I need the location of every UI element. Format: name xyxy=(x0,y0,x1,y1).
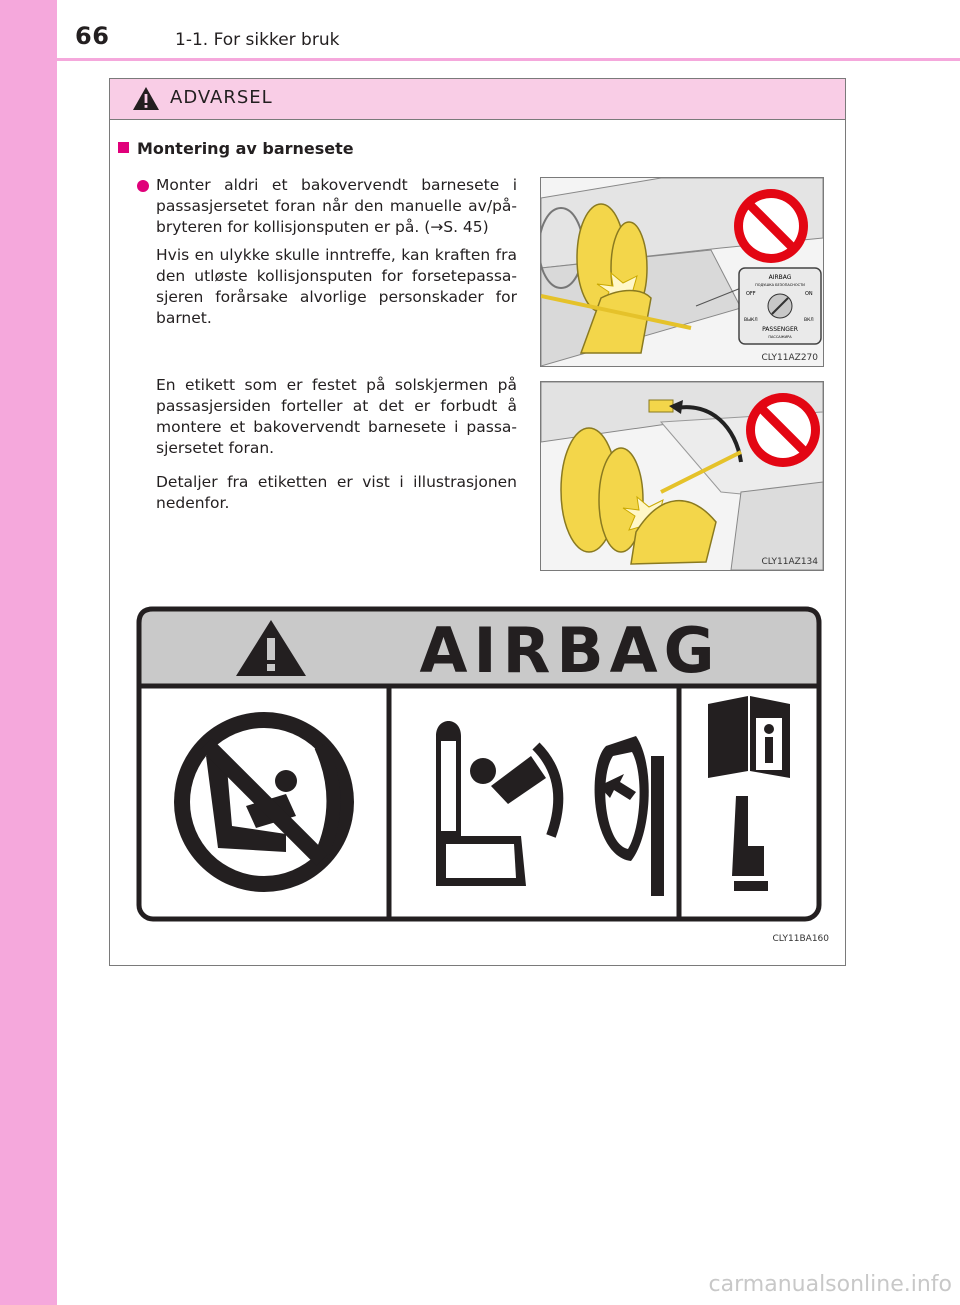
warning-header xyxy=(110,79,845,120)
round-bullet-icon xyxy=(137,180,149,192)
square-bullet-icon xyxy=(118,142,129,153)
warning-box xyxy=(109,78,846,966)
subheading xyxy=(118,139,354,158)
warning-title: ADVARSEL xyxy=(170,87,273,108)
child-seat-drawing xyxy=(541,382,823,570)
illustration-code: CLY11AZ134 xyxy=(761,557,818,567)
label-code: CLY11BA160 xyxy=(772,934,829,944)
switch-subtitle: ПОДУШКА БЕЗОПАСНОСТИ xyxy=(755,283,805,287)
switch-title: AIRBAG xyxy=(768,274,792,281)
switch-on-ru-label: ВКЛ xyxy=(804,318,814,323)
car-interior-drawing xyxy=(541,178,823,366)
no-rear-facing-seat-icon xyxy=(174,712,354,892)
switch-off-ru-label: ВЫКЛ xyxy=(744,318,758,323)
illustration-airbag-switch xyxy=(540,177,824,367)
airbag-warning-label xyxy=(136,606,822,922)
switch-passenger-ru-label: ПАССАЖИРА xyxy=(768,335,792,339)
warning-triangle-icon xyxy=(132,86,160,111)
footer-watermark: carmanualsonline.info xyxy=(708,1272,952,1297)
paragraph-consequence: Hvis en ulykke skulle inntreffe, kan kraften fra den utløste kollisjonsputen for forsetepassa-sjeren forårsake alvorlige personskader for barnet. xyxy=(156,246,517,327)
switch-passenger-label: PASSENGER xyxy=(762,326,798,333)
section-title: 1-1. For sikker bruk xyxy=(175,30,340,50)
switch-on-label: ON xyxy=(805,291,813,297)
header-rule xyxy=(57,58,960,61)
page-number: 66 xyxy=(75,22,110,50)
label-title: AIRBAG xyxy=(419,614,721,687)
paragraph-details: Detaljer fra etiketten er vist i illustrasjonen nedenfor. xyxy=(156,473,517,512)
illustration-sun-visor-label xyxy=(540,381,824,571)
switch-off-label: OFF xyxy=(746,291,756,297)
illustration-code: CLY11AZ270 xyxy=(761,353,818,363)
subheading-text: Montering av barnesete xyxy=(137,139,354,158)
bullet-text: Monter aldri et bakovervendt barnesete i passasjersetet foran når den manuelle av/på-bryteren for kollisjonsputen er på. (→S. 45) xyxy=(156,176,517,236)
side-color-bar xyxy=(0,0,57,1305)
paragraph-label-info: En etikett som er festet på solskjermen på passasjersiden forteller at det er forbudt å montere et bakovervendt barnesete i passa-sjersetet foran. xyxy=(156,376,517,457)
